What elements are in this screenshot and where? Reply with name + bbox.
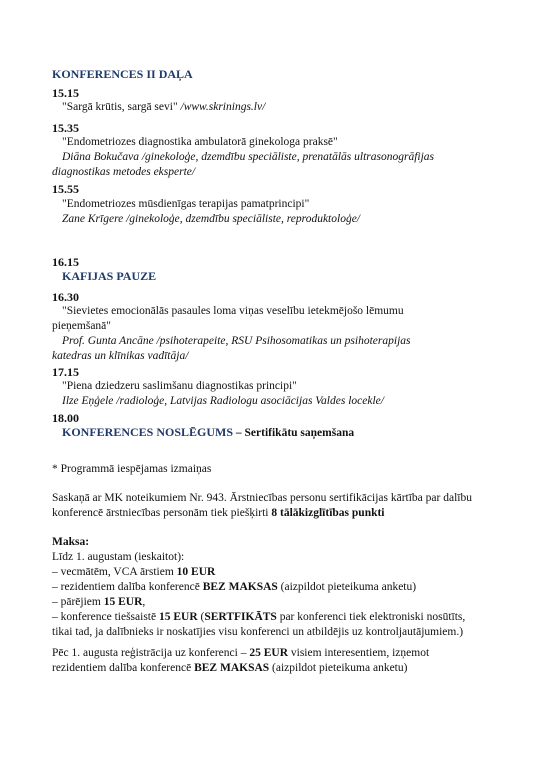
session-title: "Endometriozes diagnostika ambulatorā ginekologa praksē" [62, 136, 338, 148]
cert-line [52, 506, 522, 521]
fee-after [52, 661, 522, 676]
session-time: 18.00 [52, 411, 79, 425]
session-title-text: "Sargā krūtis, sargā sevi" [62, 101, 178, 113]
fee-amount: 10 EUR [176, 566, 216, 578]
fee-item [52, 580, 416, 595]
session-speaker: Ilze Eņģele /radioloģe, Latvijas Radiologu asociācijas Valdes locekle/ [62, 395, 384, 407]
session-time: 15.15 [52, 86, 79, 100]
section-title: KONFERENCES II DAĻA [52, 67, 193, 81]
coffee-break: KAFIJAS PAUZE [62, 269, 157, 283]
cert-line: Saskaņā ar MK noteikumiem Nr. 943. Ārstniecības personu sertifikācijas kārtība par dalību [52, 492, 472, 504]
fee-amount: 15 EUR [103, 596, 143, 608]
session-title: "Endometriozes mūsdienīgas terapijas pamatprincipi" [62, 198, 310, 210]
fee-item-text: – konference tiešsaistē [52, 611, 159, 623]
session-speaker: diagnostikas metodes eksperte/ [52, 166, 196, 178]
fee-certificate: SERTFIKĀTS [204, 611, 277, 623]
program-note: * Programmā iespējamas izmaiņas [52, 463, 212, 475]
fee-free: BEZ MAKSAS [202, 581, 278, 593]
fee-after-text: (aizpildot pieteikuma anketu) [269, 662, 408, 674]
session-speaker: Prof. Gunta Ancāne /psihoterapeite, RSU Psihosomatikas un psihoterapijas [62, 335, 411, 347]
fee-after-text: Pēc 1. augusta reģistrācija uz konferenci – [52, 647, 250, 659]
session-speaker: katedras un klīnikas vadītāja/ [52, 350, 189, 362]
fee-item-text: – rezidentiem dalība konferencē [52, 581, 203, 593]
fee-item [52, 610, 522, 625]
session-speaker: Zane Krīgere /ginekoloģe, dzemdību speciāliste, reproduktoloģe/ [62, 213, 360, 225]
session-title: "Sievietes emocionālās pasaules loma viņas veselību ietekmējošo lēmumu [62, 305, 404, 317]
session-speaker: Diāna Bokučava /ginekoloģe, dzemdību speciāliste, prenatālās ultrasonogrāfijas [62, 151, 435, 163]
cert-text: konferencē ārstniecības personām tiek piešķirti [52, 507, 272, 519]
fee-item-text: par konferenci tiek elektroniski nosūtīts, [276, 611, 466, 623]
session-time: 17.15 [52, 365, 79, 379]
session-time: 16.30 [52, 290, 79, 304]
fee-item-text: – vecmātēm, VCA ārstiem [52, 566, 177, 578]
fee-after [52, 646, 522, 661]
cert-points: 8 tālākizglītības punkti [271, 507, 385, 519]
fee-item [52, 565, 215, 580]
fee-item-cont: tikai tad, ja dalībnieks ir noskatījies visu konferenci un atbildējis uz kontroljautājumiem.) [52, 626, 464, 638]
fee-title: Maksa: [52, 536, 90, 548]
fee-item-text: ( [197, 611, 205, 623]
session-title: "Piena dziedzeru saslimšanu diagnostikas principi" [62, 380, 297, 392]
session-time: 15.55 [52, 182, 79, 196]
session-time: 16.15 [52, 255, 79, 269]
fee-item-text: – pārējiem [52, 596, 104, 608]
session-title: pieņemšanā" [52, 320, 111, 332]
fee-amount: 25 EUR [249, 647, 288, 659]
website-link[interactable]: /www.skrinings.lv/ [177, 101, 266, 113]
fee-item [52, 595, 145, 610]
fee-amount: 15 EUR [158, 611, 198, 623]
fee-after-text: visiem interesentiem, izņemot [288, 647, 430, 659]
session-time: 15.35 [52, 121, 79, 135]
closing-heading: KONFERENCES NOSLĒGUMS [62, 425, 234, 439]
fee-item-text: , [142, 596, 146, 608]
session-title [62, 100, 502, 115]
closing-title [62, 425, 354, 441]
fee-item-text: (aizpildot pieteikuma anketu) [277, 581, 417, 593]
fee-free: BEZ MAKSAS [194, 662, 270, 674]
fee-after-text: rezidentiem dalība konferencē [52, 662, 195, 674]
closing-subtitle: – Sertifikātu saņemšana [233, 427, 355, 439]
fee-until: Līdz 1. augustam (ieskaitot): [52, 551, 185, 563]
